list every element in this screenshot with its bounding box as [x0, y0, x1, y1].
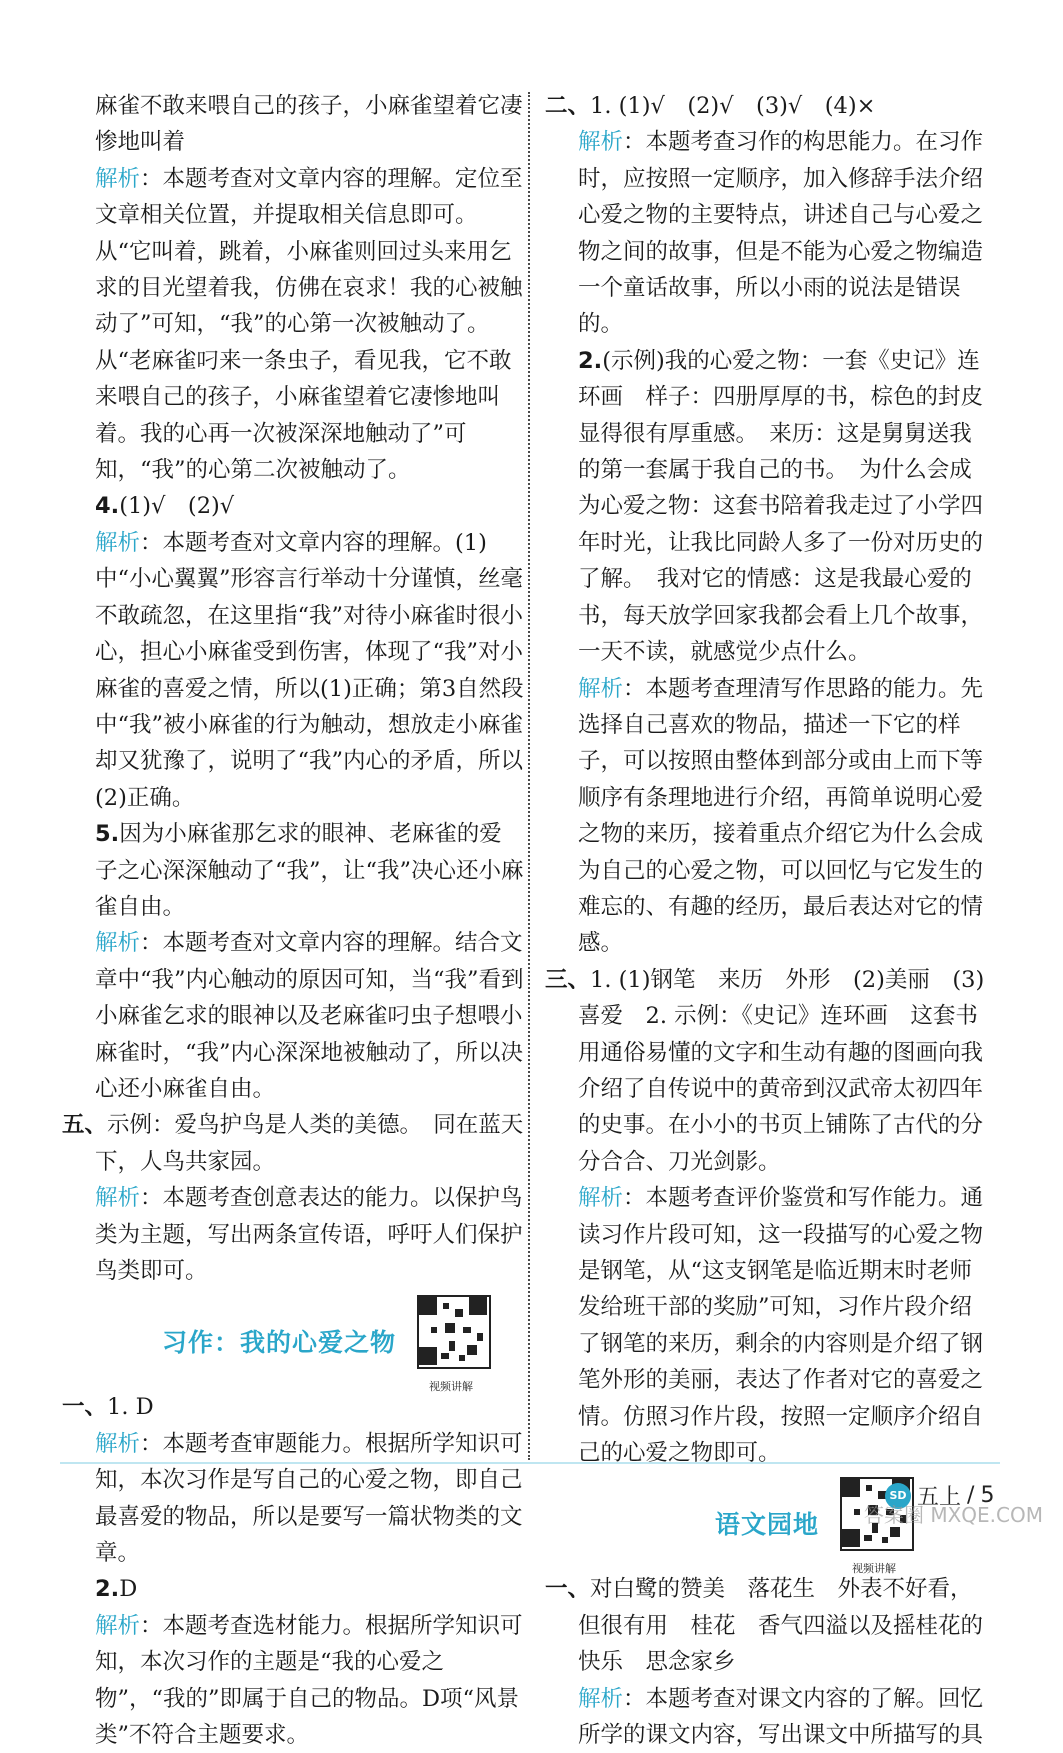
- qr-module: [864, 1535, 872, 1541]
- analysis-text: ：本题考查对文章内容的理解。结合文章中“我”内心触动的原因可知，当“我”看到小麻雀乞求的眼神以及老麻雀叼虫子想喂小麻雀时，“我”内心深深地被触动了，所以决心还小麻雀自由。: [95, 930, 524, 1102]
- analysis-paragraph: [545, 1180, 987, 1471]
- analysis-tag: 解析: [578, 129, 624, 156]
- question-number: 5.: [95, 821, 120, 848]
- analysis-text: ：本题考查选材能力。根据所学知识可知，本次习作的主题是“我的心爱之物”，“我的”即属于自己的物品。D项“风景类”不符合主题要求。: [95, 1612, 523, 1749]
- analysis-tag: 解析: [578, 1685, 624, 1712]
- answer-text: 1. (1)√ (2)√ (3)√ (4)×: [590, 93, 876, 119]
- analysis-paragraph: [62, 1180, 524, 1289]
- qr-module: [477, 1333, 483, 1341]
- answer-section: [545, 962, 987, 1180]
- answer-text: D: [119, 1576, 138, 1603]
- qr-module: [467, 1345, 477, 1355]
- continued-text: 麻雀不敢来喂自己的孩子，小麻雀望着它凄惨地叫着: [95, 93, 523, 156]
- answer-item: [545, 343, 987, 671]
- answer-text: 1. (1)钢笔 来历 外形 (2)美丽 (3)喜爱 2. 示例：《史记》连环画 这套书用通俗易懂的文字和生动有趣的图画向我介绍了自传说中的黄帝到汉武帝太初四年的史事。在小小的书页上铺陈了古代的分分合合、刀光剑影。: [578, 966, 985, 1175]
- analysis-tag: 解析: [95, 930, 141, 957]
- analysis-paragraph: [545, 124, 987, 342]
- answer-item: [62, 488, 524, 524]
- section-number: 三、: [545, 966, 591, 993]
- grade-label: 五上: [917, 1485, 962, 1510]
- analysis-text: ：本题考查创意表达的能力。以保护鸟类为主题，写出两条宣传语，呼吁人们保护鸟类即可。: [95, 1185, 523, 1284]
- analysis-paragraph: [62, 161, 524, 489]
- answer-section: [545, 1571, 987, 1680]
- analysis-tag: 解析: [95, 165, 141, 192]
- answer-section: [545, 88, 987, 124]
- analysis-paragraph: [545, 671, 987, 962]
- analysis-tag: 解析: [578, 675, 624, 702]
- qr-code: [417, 1295, 491, 1369]
- question-number: 2.: [578, 347, 603, 374]
- answer-item: [62, 816, 524, 925]
- analysis-tag: 解析: [95, 529, 141, 556]
- analysis-text: ：本题考查对课文内容的了解。回忆所学的课文内容，写出课文中所描写的具: [578, 1685, 984, 1749]
- analysis-text: ：本题考查对文章内容的理解。定位至文章相关位置，并提取相关信息即可。从“它叫着，跳着，小麻雀则回过头来用乞求的目光望着我，仿佛在哀求！我的心被触动了”可知，“我”的心第一次被触动了。从“老麻雀叼来一条虫子，看见我，它不敢来喂自己的孩子，小麻雀望着它凄惨地叫着。我的心再一次被深深地触动了”可知，“我”的心第二次被触动了。: [95, 165, 523, 484]
- section-number: 一、: [62, 1394, 108, 1421]
- qr-module: [463, 1327, 471, 1333]
- section-heading-row: [62, 1289, 524, 1394]
- analysis-text: ：本题考查对文章内容的理解。(1)中“小心翼翼”形容言行举动十分谨慎，丝毫不敢疏忽，在这里指“我”对待小麻雀时很小心，担心小麻雀受到伤害，体现了“我”对小麻雀的喜爱之情，所以(1)正确；第3自然段中“我”被小麻雀的行为触动，想放走小麻雀却又犹豫了，说明了“我”内心的矛盾，所以(2)正确。: [95, 529, 524, 811]
- qr-module: [443, 1303, 449, 1309]
- answer-text: 1. D: [107, 1394, 154, 1421]
- analysis-paragraph: [62, 1426, 524, 1572]
- qr-module: [854, 1509, 860, 1515]
- qr-module: [455, 1309, 463, 1317]
- analysis-tag: 解析: [95, 1430, 141, 1457]
- qr-module: [419, 1347, 437, 1365]
- analysis-paragraph: [62, 1608, 524, 1753]
- section-number: 二、: [545, 93, 591, 119]
- section-number: 五、: [62, 1112, 108, 1139]
- qr-module: [842, 1479, 860, 1497]
- question-number: 4.: [95, 493, 120, 520]
- qr-module: [445, 1323, 455, 1333]
- qr-module: [431, 1327, 437, 1333]
- answer-text: (1)√ (2)√: [119, 493, 235, 520]
- answer-text: (示例)我的心爱之物：一套《史记》连环画 样子：四册厚厚的书，棕色的封皮显得很有厚重感。 来历：这是舅舅送我的第一套属于我自己的书。 为什么会成为心爱之物：这套书陪着我走过了小学四年时光，让我比同龄人多了一份对历史的了解。 我对它的情感：这是我最心爱的书，每天放学回家我都会看上几个故事，一天不读，就感觉少点什么。: [578, 347, 984, 666]
- qr-module: [459, 1355, 465, 1361]
- analysis-text: ：本题考查习作的构思能力。在习作时，应按照一定顺序，加入修辞手法介绍心爱之物的主要特点，讲述自己与心爱之物之间的故事，但是不能为心爱之物编造一个童话故事，所以小雨的说法是错误的。: [578, 129, 984, 338]
- qr-module: [449, 1341, 455, 1351]
- footer-separator: /: [967, 1483, 975, 1508]
- answer-item: [62, 1571, 524, 1607]
- left-column: [62, 88, 524, 1753]
- answer-text: 因为小麻雀那乞求的眼神、老麻雀的爱子之心深深触动了“我”，让“我”决心还小麻雀自由。: [95, 821, 524, 920]
- qr-module: [842, 1529, 860, 1547]
- section-heading: 习作：我的心爱之物: [162, 1328, 397, 1358]
- qr-module: [882, 1537, 888, 1543]
- section-heading: 语文园地: [715, 1510, 820, 1540]
- analysis-tag: 解析: [95, 1612, 141, 1639]
- analysis-text: ：本题考查理清写作思路的能力。先选择自己喜欢的物品，描述一下它的样子，可以按照由整体到部分或由上而下等顺序有条理地进行介绍，再简单说明心爱之物的来历，接着重点介绍它为什么会成为自己的心爱之物，可以回忆与它发生的难忘的、有趣的经历，最后表达对它的情感。: [578, 675, 984, 957]
- analysis-paragraph: [545, 1681, 987, 1753]
- page-number: 5: [980, 1483, 995, 1508]
- section-number: 一、: [545, 1576, 591, 1603]
- question-number: 2.: [95, 1576, 120, 1603]
- analysis-tag: 解析: [95, 1185, 141, 1212]
- answer-text: 对白鹭的赞美 落花生 外表不好看，但很有用 桂花 香气四溢以及摇桂花的快乐 思念家乡: [578, 1576, 984, 1676]
- qr-module: [469, 1297, 487, 1315]
- analysis-paragraph: [62, 925, 524, 1107]
- column-divider: [528, 92, 530, 1460]
- answer-section: [62, 1107, 524, 1180]
- analysis-text: ：本题考查评价鉴赏和写作能力。通读习作片段可知，这一段描写的心爱之物是钢笔，从“这支钢笔是临近期末时老师发给班干部的奖励”可知，习作片段介绍了钢笔的来历，剩余的内容则是介绍了钢笔外形的美丽，表达了作者对它的喜爱之情。仿照习作片段，按照一定顺序介绍自己的心爱之物即可。: [578, 1185, 984, 1467]
- qr-label: 视频讲解: [429, 1380, 473, 1394]
- analysis-text: ：本题考查审题能力。根据所学知识可知，本次习作是写自己的心爱之物，即自己最喜爱的物品，所以是要写一篇状物类的文章。: [95, 1430, 523, 1567]
- qr-module: [419, 1297, 437, 1315]
- footer-rule: [60, 1462, 1000, 1464]
- watermark: 答案圈 MXQE.COM: [863, 1503, 1043, 1527]
- answer-text: 示例：爱鸟护鸟是人类的美德。 同在蓝天下，人鸟共家园。: [95, 1112, 524, 1175]
- analysis-paragraph: [62, 525, 524, 816]
- qr-module: [441, 1353, 449, 1359]
- qr-module: [866, 1485, 872, 1491]
- analysis-tag: 解析: [578, 1185, 624, 1212]
- publisher-badge: SD: [885, 1483, 911, 1509]
- qr-label: 视频讲解: [852, 1562, 896, 1576]
